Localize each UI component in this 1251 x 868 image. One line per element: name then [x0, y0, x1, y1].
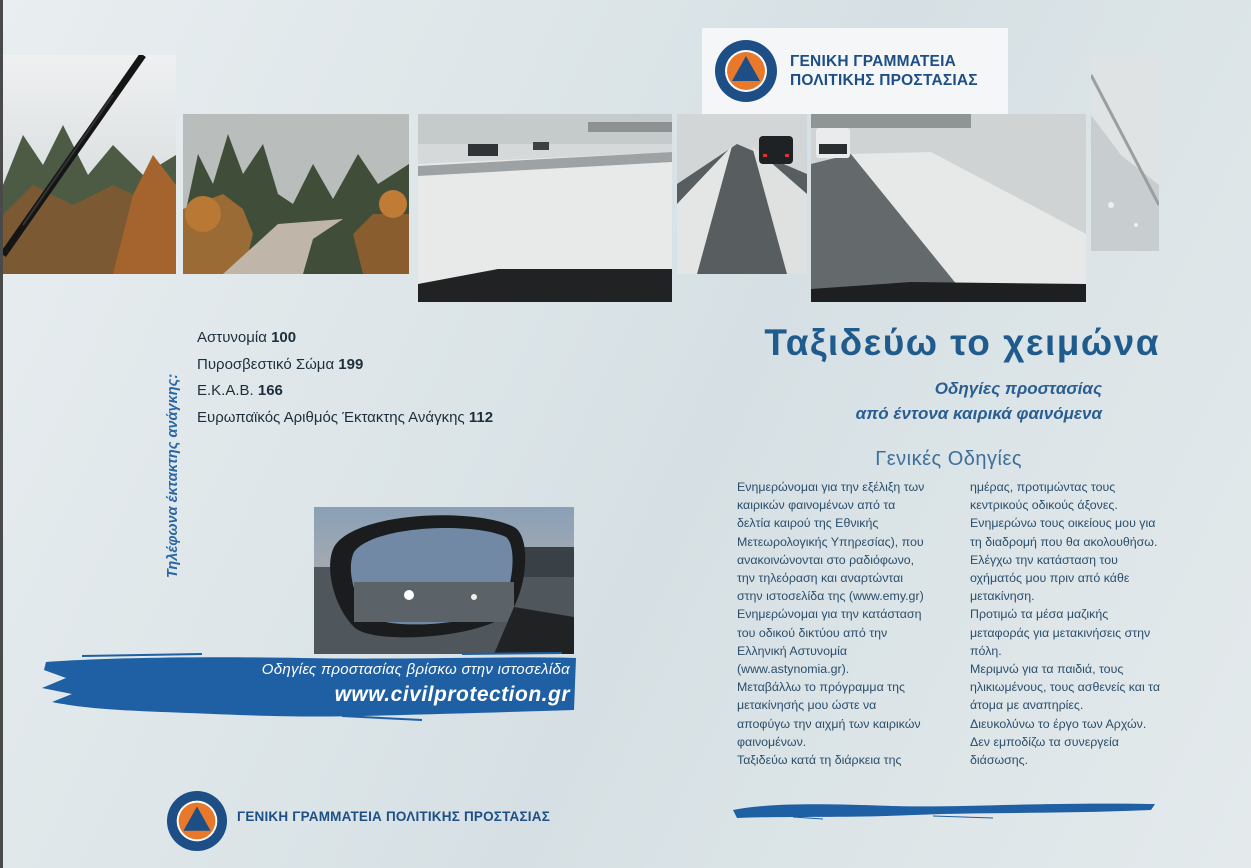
- photo-snowy-freeway-truck: [811, 114, 1086, 302]
- guideline-item: Διευκολύνω το έργο των Αρχών. Δεν εμποδίζω τα συνεργεία διάσωσης.: [970, 716, 1147, 768]
- org-name-line2: ΠΟΛΙΤΙΚΗΣ ΠΡΟΣΤΑΣΙΑΣ: [790, 72, 978, 89]
- banner-text: Οδηγίες προστασίας βρίσκω στην ιστοσελίδα: [261, 661, 570, 678]
- guideline-item: Ενημερώνω τους οικείους μου για τη διαδρομή που θα ακολουθήσω.: [970, 516, 1158, 549]
- footer-org-name: ΓΕΝΙΚΗ ΓΡΑΜΜΑΤΕΙΑ ΠΟΛΙΤΙΚΗΣ ΠΡΟΣΤΑΣΙΑΣ: [237, 809, 550, 824]
- guideline-item: Προτιμώ τα μέσα μαζικής μεταφοράς για μετακινήσεις στην πόλη.: [970, 607, 1151, 658]
- civil-protection-seal-icon: [714, 39, 778, 103]
- phone-label: Αστυνομία: [197, 329, 272, 346]
- phone-row-european-emergency: [197, 405, 493, 432]
- guideline-item: Ελέγχω την κατάσταση του οχήματός μου πριν από κάθε μετακίνηση.: [970, 552, 1130, 604]
- photo-snowy-forest-road: [183, 114, 409, 274]
- guidelines-column-2: [970, 478, 1162, 769]
- guideline-item: Ταξιδεύω κατά τη διάρκεια της: [737, 753, 902, 768]
- website-link[interactable]: www.civilprotection.gr: [334, 683, 570, 706]
- photo-snowy-road-cars: [677, 114, 807, 274]
- phone-number: 100: [271, 329, 297, 346]
- guideline-item: Μεριμνώ για τα παιδιά, τους ηλικιωμένους, τους ασθενείς και τα άτομα με αναπηρίες.: [970, 662, 1161, 713]
- photo-snowy-windshield-wiper: [3, 55, 176, 274]
- page-subtitle: [700, 376, 1102, 426]
- phone-row-police: [197, 325, 493, 352]
- emergency-phones-list: [197, 325, 493, 431]
- page-title: Ταξιδεύω το χειμώνα: [764, 322, 1160, 363]
- phone-number: 112: [468, 408, 494, 426]
- guideline-item: Ενημερώνομαι για την εξέλιξη των καιρικών φαινομένων από τα δελτία καιρού της Εθνικής Μετεωρολογικής Υπηρεσίας), που ανακοινώνονται στο ραδιόφωνο, την τηλεόραση και αναρτώνται στην ιστοσελίδα της (www.emy.gr): [737, 480, 925, 604]
- phone-number: 199: [338, 355, 364, 373]
- guidelines-column-1: [737, 478, 929, 769]
- org-name-line1: ΓΕΝΙΚΗ ΓΡΑΜΜΑΤΕΙΑ: [790, 53, 956, 70]
- photo-snowy-highway: [418, 114, 672, 302]
- guideline-item: Ενημερώνομαι για την κατάσταση του οδικού δικτύου από την Ελληνική Αστυνομία (www.astynomia.gr).: [737, 607, 922, 677]
- phone-number: 166: [257, 382, 283, 399]
- subtitle-line1: Οδηγίες προστασίας: [934, 379, 1102, 398]
- header-logo: [702, 28, 1008, 114]
- phone-row-fire-service: [197, 352, 493, 379]
- phone-label: Ευρωπαϊκός Αριθμός Έκτακτης Ανάγκης: [197, 408, 469, 426]
- phone-label: Ε.Κ.Α.Β.: [197, 382, 258, 399]
- section-title: Γενικές Οδηγίες: [875, 448, 1022, 470]
- photo-snow-on-glass: [1091, 55, 1159, 251]
- phone-row-ambulance: [197, 378, 493, 405]
- subtitle-line2: από έντονα καιρικά φαινόμενα: [855, 404, 1102, 423]
- emergency-phones-label: Τηλέφωνα έκτακτης ανάγκης:: [165, 373, 181, 579]
- guideline-item: Μεταβάλλω το πρόγραμμα της μετακίνησής μου ώστε να αποφύγω την αιχμή των καιρικών φαινομένων.: [737, 680, 921, 749]
- civil-protection-seal-icon: [166, 790, 228, 852]
- phone-label: Πυροσβεστικό Σώμα: [197, 355, 339, 373]
- photo-car-side-mirror: [314, 507, 574, 654]
- guideline-item: ημέρας, προτιμώντας τους κεντρικούς οδικούς άξονες.: [970, 480, 1118, 513]
- brush-stroke-divider: [733, 798, 1155, 820]
